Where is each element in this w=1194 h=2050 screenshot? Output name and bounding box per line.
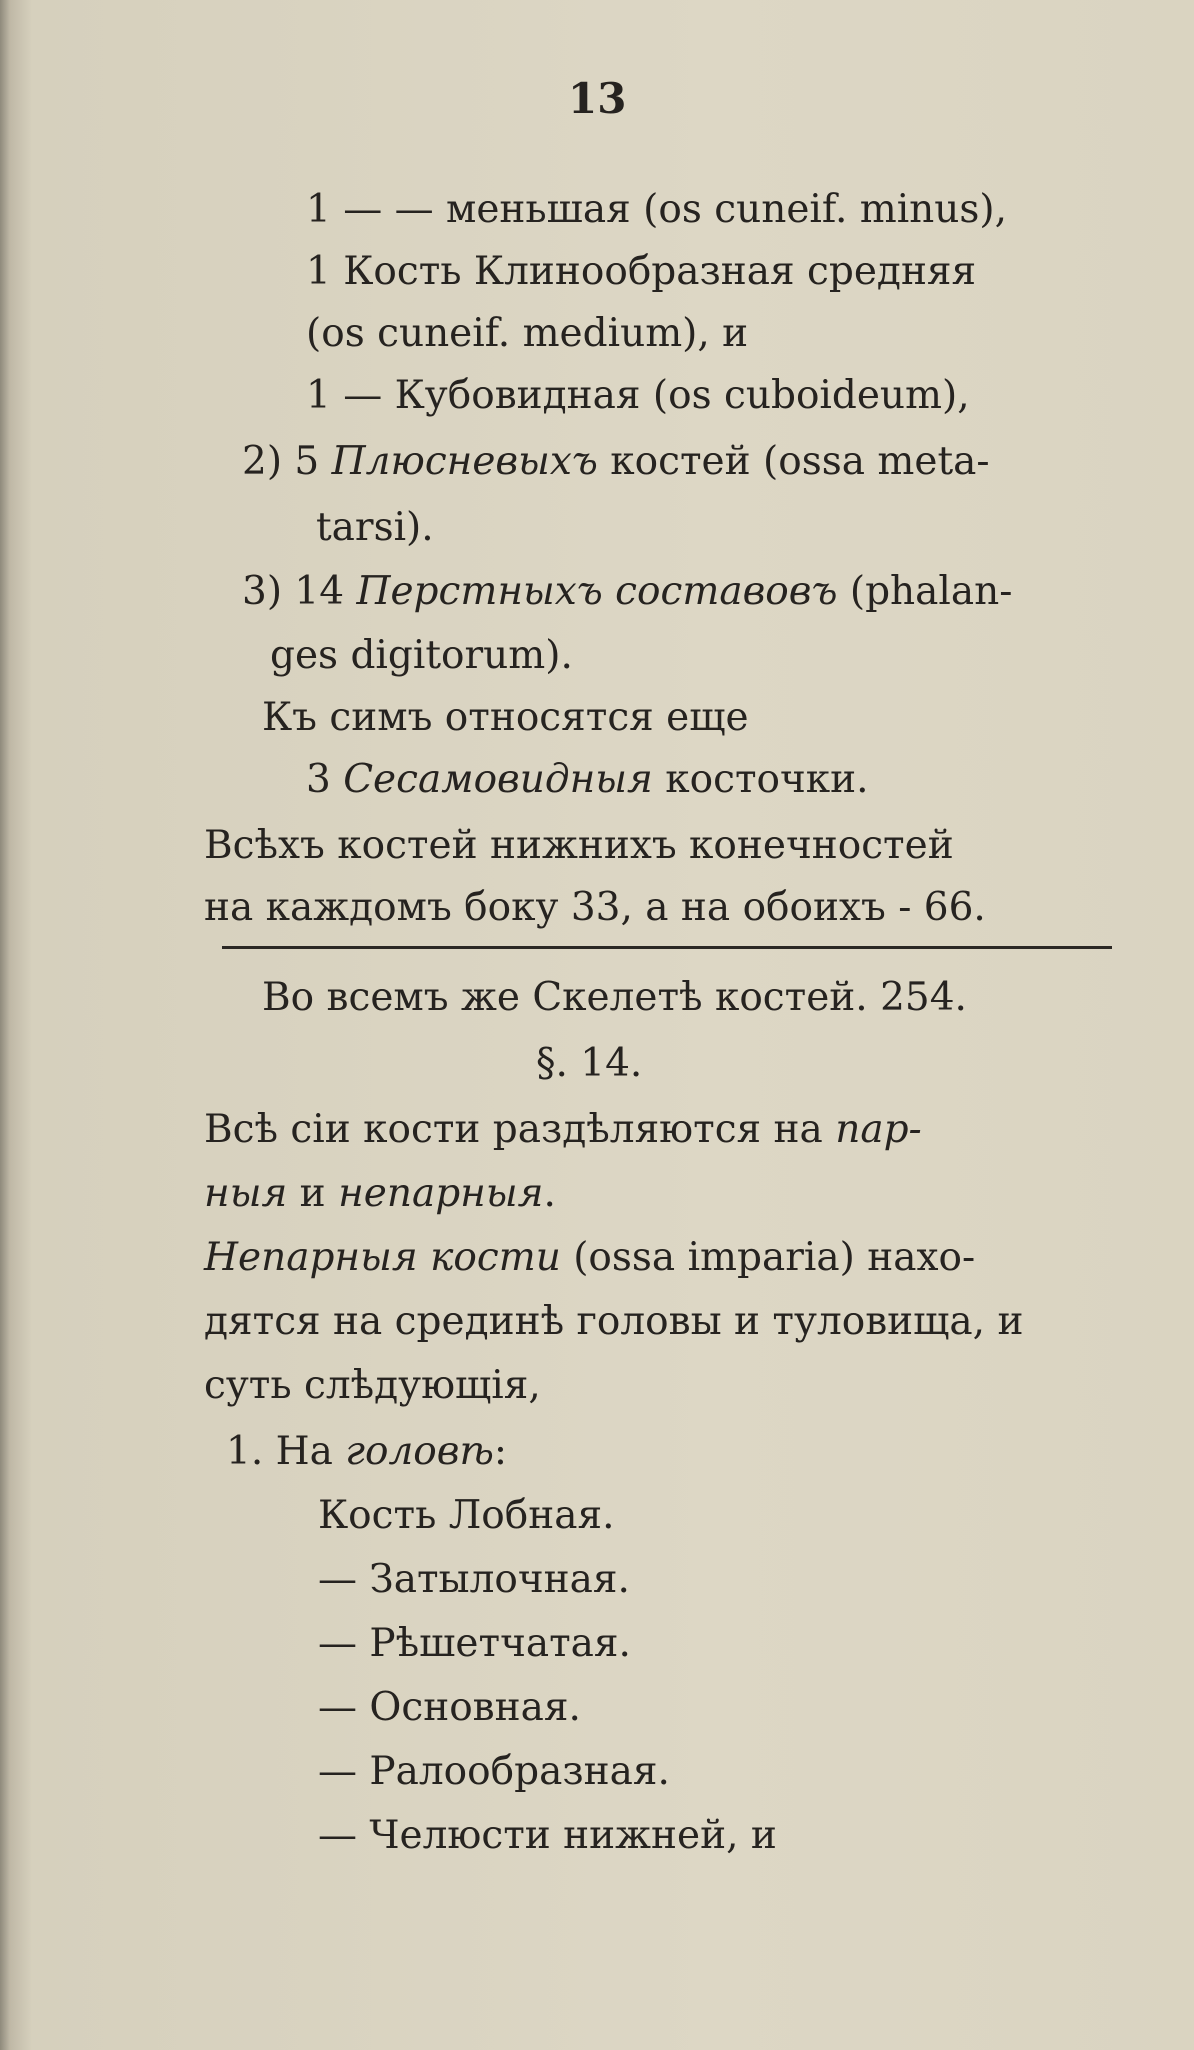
list-item: — Ралообразная. bbox=[318, 1749, 670, 1794]
text-line: ges digitorum). bbox=[270, 633, 573, 678]
text-line: суть слѣдующія, bbox=[204, 1363, 541, 1408]
list-item: Кость Лобная. bbox=[318, 1493, 615, 1538]
list-item: — Основная. bbox=[318, 1685, 581, 1730]
text-line: 1 Кость Клинообразная средняя bbox=[306, 249, 977, 294]
text-line: 3 Сесамовидныя косточки. bbox=[306, 757, 869, 802]
text-line: Всѣ сіи кости раздѣляются на пар- bbox=[204, 1107, 922, 1152]
text-line: 1 — — меньшая (os cuneif. minus), bbox=[306, 187, 1008, 232]
text-line: Во всемъ же Скелетѣ костей. 254. bbox=[262, 975, 967, 1020]
text-line: дятся на срединѣ головы и туловища, и bbox=[204, 1299, 1024, 1344]
text-line: 3) 14 Перстныхъ составовъ (phalan- bbox=[242, 569, 1013, 614]
text-line: Непарныя кости (ossa imparia) нахо- bbox=[204, 1235, 976, 1280]
text-line: на каждомъ боку 33, а на обоихъ - 66. bbox=[204, 885, 986, 930]
page-number: 13 bbox=[568, 74, 627, 123]
horizontal-rule bbox=[222, 946, 1112, 949]
text-line: 2) 5 Плюсневыхъ костей (ossa meta- bbox=[242, 439, 990, 484]
text-line: ныя и непарныя. bbox=[204, 1171, 556, 1216]
text-line: Къ симъ относятся еще bbox=[262, 695, 749, 740]
text-line: (os cuneif. medium), и bbox=[306, 311, 749, 356]
list-item: — Рѣшетчатая. bbox=[318, 1621, 631, 1666]
text-line: 1. На головѣ: bbox=[226, 1429, 508, 1474]
text-line: tarsi). bbox=[316, 505, 434, 550]
list-item: — Челюсти нижней, и bbox=[318, 1813, 777, 1858]
list-item: — Затылочная. bbox=[318, 1557, 630, 1602]
section-mark: §. 14. bbox=[536, 1041, 643, 1086]
text-line: 1 — Кубовидная (os cuboideum), bbox=[306, 373, 970, 418]
text-line: Всѣхъ костей нижнихъ конечностей bbox=[204, 823, 954, 868]
